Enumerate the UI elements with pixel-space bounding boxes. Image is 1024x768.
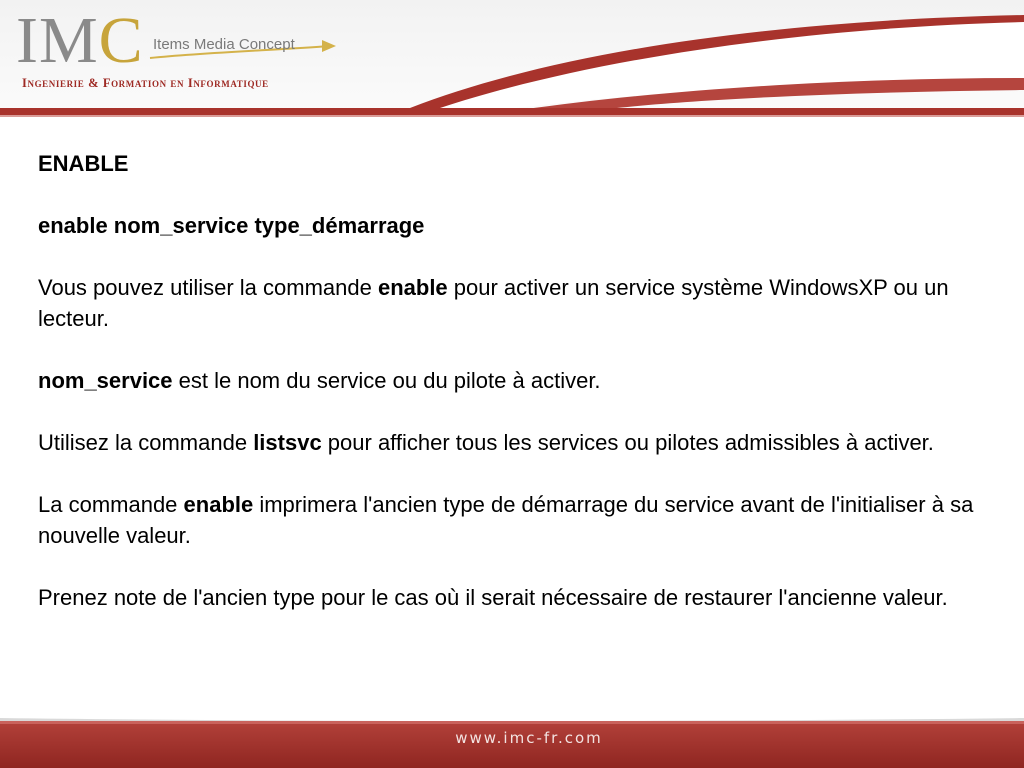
p1-bold: enable bbox=[377, 275, 448, 300]
footer-website-url: www.imc-fr.com bbox=[455, 729, 603, 747]
logo-letter-c: C bbox=[98, 4, 144, 77]
header-swoosh-graphic bbox=[0, 0, 1024, 120]
p3-text-after: pour afficher tous les services ou pilotes admissibles à activer. bbox=[321, 430, 934, 455]
p4-text-before: La commande bbox=[38, 492, 184, 517]
header bbox=[0, 0, 1024, 120]
p1-text-before: Vous pouvez utiliser la commande bbox=[38, 275, 378, 300]
p4-text-after: imprimera l'ancien type de démarrage du service avant de l'initialiser à sa nouvelle valeur. bbox=[38, 492, 974, 548]
footer bbox=[0, 718, 1024, 768]
command-syntax bbox=[38, 210, 988, 241]
slide-title bbox=[38, 148, 988, 179]
logo-subtitle: Ingenierie & Formation en Informatique bbox=[22, 76, 269, 90]
paragraph-1 bbox=[38, 272, 988, 334]
p2-bold: nom_service bbox=[38, 368, 173, 393]
p4-bold: enable bbox=[183, 492, 254, 517]
logo-tagline: Items Media Concept bbox=[153, 36, 295, 53]
p3-text-before: Utilisez la commande bbox=[38, 430, 254, 455]
logo-letters-im: IM bbox=[16, 4, 99, 77]
title-text: ENABLE bbox=[38, 151, 129, 176]
paragraph-3 bbox=[38, 427, 988, 458]
syntax-text: enable nom_service type_démarrage bbox=[38, 213, 425, 238]
p2-text-after: est le nom du service ou du pilote à activer. bbox=[172, 368, 601, 393]
paragraph-5: Prenez note de l'ancien type pour le cas où il serait nécessaire de restaurer l'ancienne valeur. bbox=[38, 585, 948, 610]
p3-bold: listsvc bbox=[253, 430, 322, 455]
logo-imc bbox=[16, 6, 144, 76]
paragraph-2 bbox=[38, 365, 988, 396]
p1-text-after: pour activer un service système WindowsXP ou un lecteur. bbox=[38, 275, 949, 331]
slide-body bbox=[38, 148, 988, 644]
paragraph-4 bbox=[38, 489, 988, 551]
